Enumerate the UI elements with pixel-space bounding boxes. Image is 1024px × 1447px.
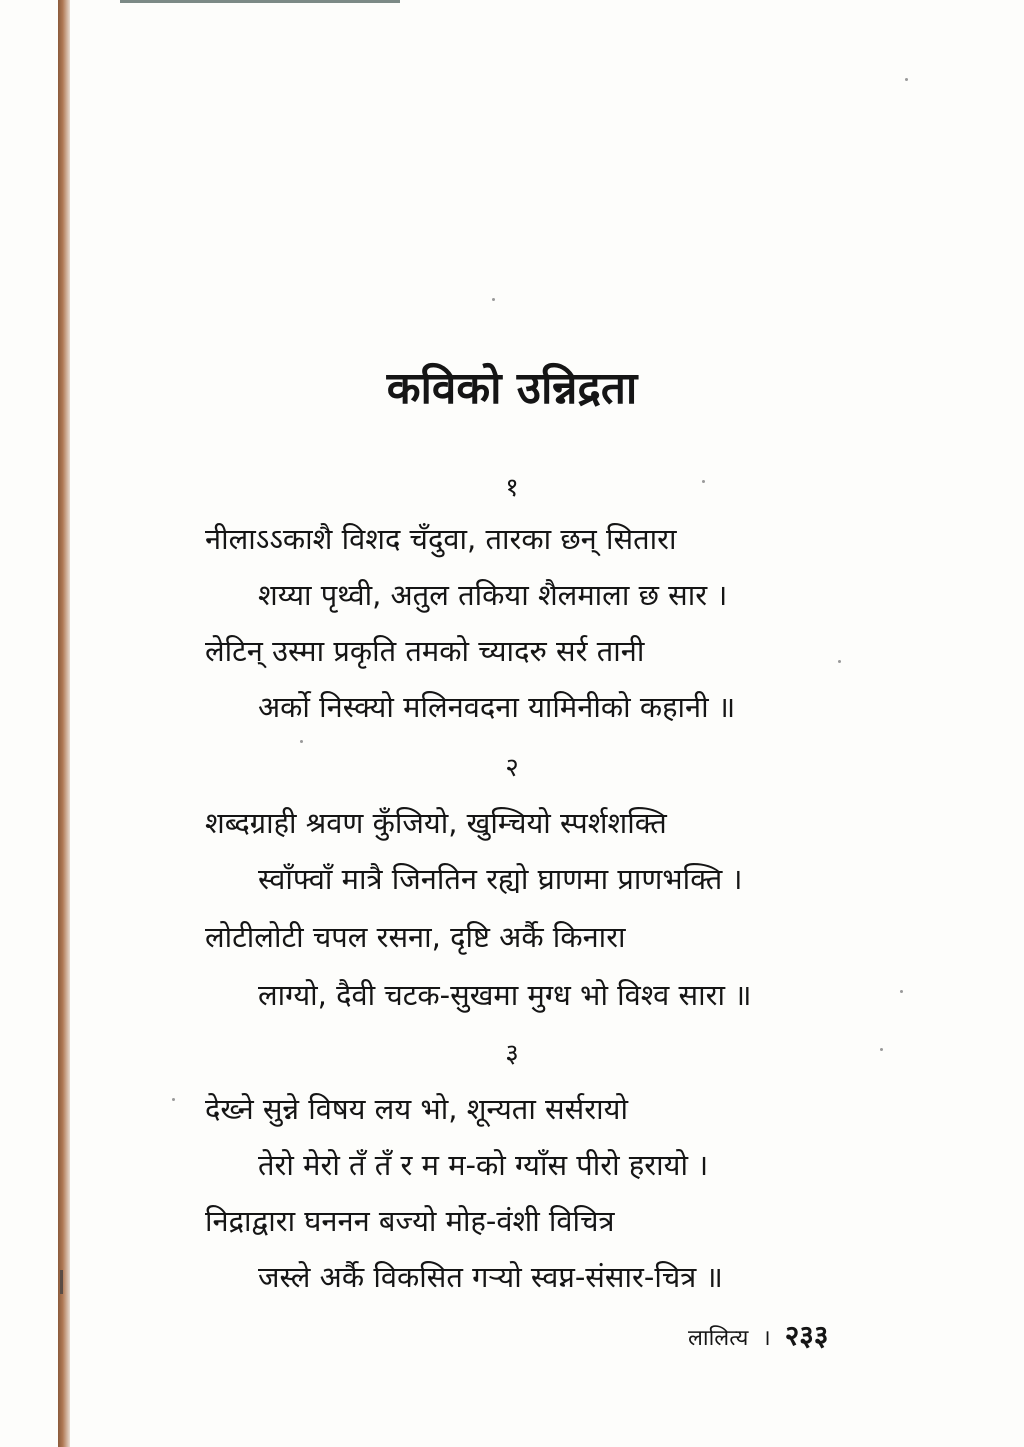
stanza-number: १ (505, 473, 519, 503)
stanza-number: ३ (505, 1039, 519, 1069)
verse-line: जस्ले अर्कै विकसित गर्‍यो स्वप्न-संसार-चित्र ॥ (258, 1260, 723, 1294)
page-number: २३३ (784, 1319, 829, 1352)
verse-line: लेटिन् उस्मा प्रकृति तमको च्यादरु सर्र तानी (205, 634, 645, 668)
verse-line: स्वाँफ्वाँ मात्रै जिनतिन रह्यो घ्राणमा प्राणभक्ति । (258, 862, 743, 896)
running-book-title: लालित्य (688, 1326, 749, 1351)
verse-line: तेरो मेरो तँ तँ र म म-को ग्याँस पीरो हरायो । (258, 1148, 709, 1182)
poem-title: कविको उन्निद्रता (386, 363, 638, 415)
verse-line: देख्ने सुन्ने विषय लय भो, शून्यता सर्सरायो (205, 1092, 628, 1126)
book-spine-shadow (58, 0, 70, 1447)
scan-speck (172, 1098, 175, 1101)
verse-line: शब्दग्राही श्रवण कुँजियो, खुम्चियो स्पर्शशक्ति (205, 806, 667, 840)
scan-speck (300, 740, 303, 743)
stanza-number: २ (505, 753, 519, 783)
verse-line: शय्या पृथ्वी, अतुल तकिया शैलमाला छ सार । (258, 578, 728, 612)
top-edge-rule (120, 0, 400, 3)
verse-line: नीलाऽऽकाशै विशद चँदुवा, तारका छन् सितारा (205, 522, 677, 556)
margin-mark (60, 1270, 63, 1294)
page-footer (688, 1318, 828, 1357)
verse-line: अर्को निस्क्यो मलिनवदना यामिनीको कहानी ॥ (258, 690, 736, 724)
scan-speck (905, 78, 908, 81)
scan-speck (492, 298, 495, 301)
verse-line: लाग्यो, दैवी चटक-सुखमा मुग्ध भो विश्व सारा ॥ (258, 978, 752, 1012)
verse-line: निद्राद्वारा घननन बज्यो मोह-वंशी विचित्र (205, 1204, 615, 1238)
footer-separator: । (762, 1326, 771, 1351)
scan-speck (838, 660, 841, 663)
scan-speck (900, 990, 903, 993)
verse-line: लोटीलोटी चपल रसना, दृष्टि अर्कै किनारा (205, 920, 626, 954)
